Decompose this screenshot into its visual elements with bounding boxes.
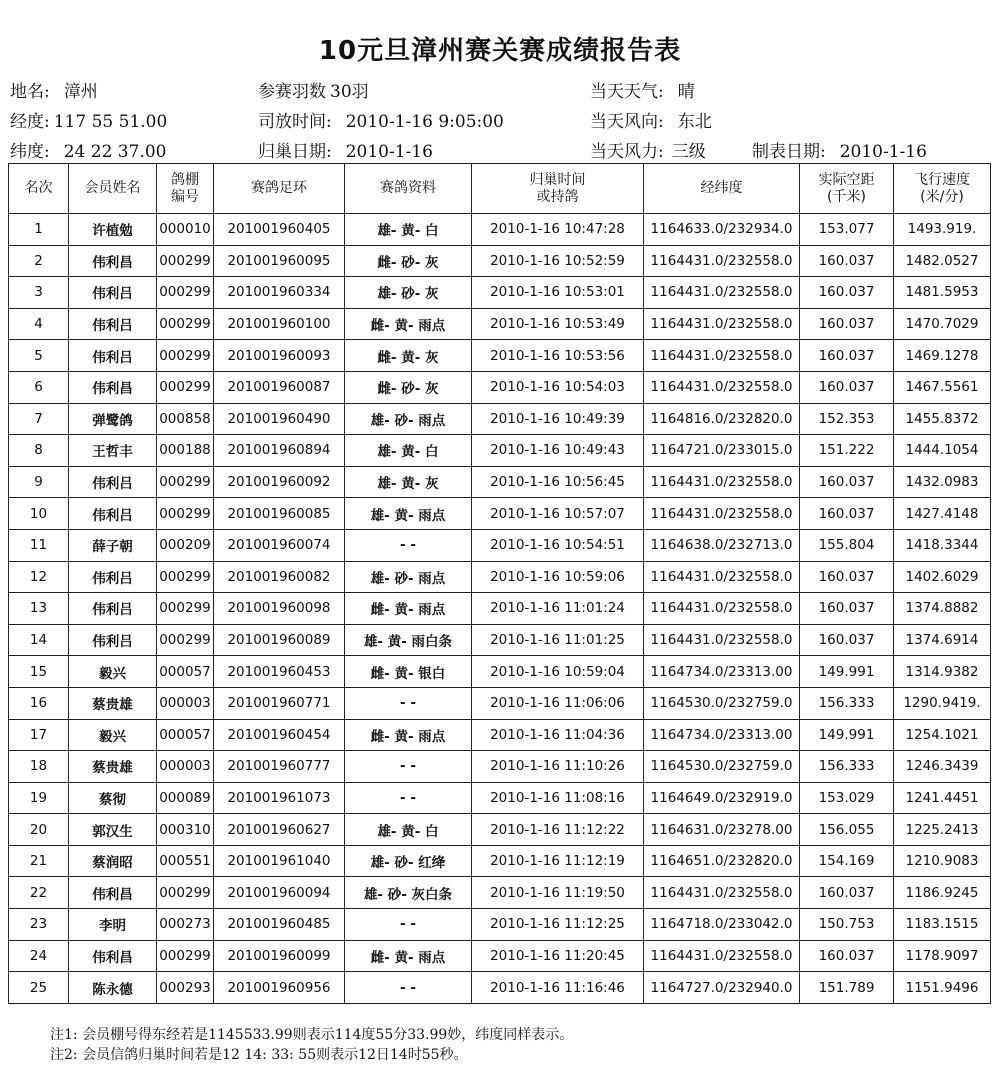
pigeon-info-cell: 雌- 黄- 银白: [345, 656, 472, 688]
table-row: [9, 529, 991, 561]
coordinates-cell: 1164816.0/232820.0: [644, 403, 800, 435]
distance-cell: 160.037: [800, 624, 894, 656]
table-row: [9, 751, 991, 783]
table-row: [9, 245, 991, 277]
loft-number-cell: 000003: [157, 687, 214, 719]
distance-cell: 151.222: [800, 435, 894, 467]
table-row: [9, 877, 991, 909]
info-entries-value: 30羽: [330, 82, 369, 102]
member-name-cell: 伟利吕: [69, 466, 157, 498]
info-wind-direction-label: 当天风向:: [590, 112, 664, 132]
table-row: [9, 845, 991, 877]
loft-number-cell: 000299: [157, 466, 214, 498]
distance-cell: 160.037: [800, 308, 894, 340]
member-name-cell: 伟利吕: [69, 498, 157, 530]
table-row: [9, 561, 991, 593]
member-name-cell: 伟利吕: [69, 340, 157, 372]
ring-number-cell: 201001960095: [214, 245, 345, 277]
ring-number-cell: 201001960454: [214, 719, 345, 751]
coordinates-cell: 1164431.0/232558.0: [644, 340, 800, 372]
pigeon-info-cell: 雌- 黄- 雨点: [345, 940, 472, 972]
member-name-cell: 李明: [69, 909, 157, 941]
rank-cell: 12: [9, 561, 69, 593]
coordinates-cell: 1164431.0/232558.0: [644, 245, 800, 277]
rank-cell: 5: [9, 340, 69, 372]
info-release-time-label: 司放时间:: [258, 112, 332, 132]
table-row: [9, 214, 991, 246]
pigeon-info-cell: 雌- 砂- 灰: [345, 245, 472, 277]
speed-cell: 1178.9097: [894, 940, 991, 972]
rank-cell: 19: [9, 782, 69, 814]
return-time-cell: 2010-1-16 11:20:45: [472, 940, 644, 972]
pigeon-info-cell: 雌- 砂- 灰: [345, 371, 472, 403]
loft-number-cell: 000003: [157, 751, 214, 783]
speed-cell: 1186.9245: [894, 877, 991, 909]
speed-cell: 1482.0527: [894, 245, 991, 277]
table-row: [9, 687, 991, 719]
return-time-cell: 2010-1-16 11:01:24: [472, 593, 644, 625]
distance-cell: 153.029: [800, 782, 894, 814]
info-entries: [258, 77, 369, 102]
distance-cell: 160.037: [800, 340, 894, 372]
loft-number-cell: 000299: [157, 371, 214, 403]
info-place-label: 地名:: [10, 82, 50, 102]
distance-cell: 154.169: [800, 845, 894, 877]
ring-number-cell: 201001960334: [214, 277, 345, 309]
distance-cell: 160.037: [800, 940, 894, 972]
rank-cell: 21: [9, 845, 69, 877]
loft-number-cell: 000057: [157, 656, 214, 688]
column-header-return-time: 归巢时间 或持鸽: [472, 164, 644, 214]
coordinates-cell: 1164734.0/23313.00: [644, 656, 800, 688]
column-header-coordinates: 经纬度: [644, 164, 800, 214]
loft-number-cell: 000299: [157, 877, 214, 909]
member-name-cell: 许植勉: [69, 214, 157, 246]
coordinates-cell: 1164431.0/232558.0: [644, 466, 800, 498]
coordinates-cell: 1164727.0/232940.0: [644, 972, 800, 1004]
loft-number-cell: 000299: [157, 593, 214, 625]
coordinates-cell: 1164718.0/233042.0: [644, 909, 800, 941]
member-name-cell: 毅兴: [69, 656, 157, 688]
rank-cell: 13: [9, 593, 69, 625]
coordinates-cell: 1164431.0/232558.0: [644, 371, 800, 403]
loft-number-cell: 000293: [157, 972, 214, 1004]
ring-number-cell: 201001960074: [214, 529, 345, 561]
footnote-2: 注2: 会员信鸽归巢时间若是12 14: 33: 55则表示12日14时55秒。: [50, 1047, 468, 1063]
info-latitude: [10, 137, 166, 162]
return-time-cell: 2010-1-16 10:54:03: [472, 371, 644, 403]
results-table: [8, 163, 991, 1004]
table-row: [9, 403, 991, 435]
speed-cell: 1254.1021: [894, 719, 991, 751]
return-time-cell: 2010-1-16 11:12:22: [472, 814, 644, 846]
rank-cell: 3: [9, 277, 69, 309]
return-time-cell: 2010-1-16 10:56:45: [472, 466, 644, 498]
rank-cell: 7: [9, 403, 69, 435]
ring-number-cell: 201001960627: [214, 814, 345, 846]
speed-cell: 1467.5561: [894, 371, 991, 403]
distance-cell: 160.037: [800, 277, 894, 309]
table-header-row: [9, 164, 991, 214]
return-time-cell: 2010-1-16 11:16:46: [472, 972, 644, 1004]
info-entries-label: 参赛羽数: [258, 82, 326, 102]
loft-number-cell: 000188: [157, 435, 214, 467]
distance-cell: 153.077: [800, 214, 894, 246]
ring-number-cell: 201001960093: [214, 340, 345, 372]
pigeon-info-cell: - -: [345, 751, 472, 783]
rank-cell: 14: [9, 624, 69, 656]
rank-cell: 15: [9, 656, 69, 688]
ring-number-cell: 201001960082: [214, 561, 345, 593]
distance-cell: 160.037: [800, 877, 894, 909]
column-header-distance: 实际空距 (千米): [800, 164, 894, 214]
ring-number-cell: 201001960099: [214, 940, 345, 972]
ring-number-cell: 201001960094: [214, 877, 345, 909]
table-row: [9, 277, 991, 309]
info-longitude-label: 经度:: [10, 112, 50, 132]
pigeon-info-cell: 雄- 黄- 灰: [345, 466, 472, 498]
distance-cell: 160.037: [800, 466, 894, 498]
table-row: [9, 371, 991, 403]
table-row: [9, 909, 991, 941]
distance-cell: 160.037: [800, 245, 894, 277]
ring-number-cell: 201001960956: [214, 972, 345, 1004]
loft-number-cell: 000057: [157, 719, 214, 751]
return-time-cell: 2010-1-16 11:19:50: [472, 877, 644, 909]
member-name-cell: 伟利昌: [69, 940, 157, 972]
info-table-date-label: 制表日期:: [752, 142, 826, 162]
speed-cell: 1481.5953: [894, 277, 991, 309]
ring-number-cell: 201001960098: [214, 593, 345, 625]
return-time-cell: 2010-1-16 10:49:39: [472, 403, 644, 435]
pigeon-info-cell: 雄- 砂- 红绛: [345, 845, 472, 877]
ring-number-cell: 201001960089: [214, 624, 345, 656]
pigeon-info-cell: 雄- 黄- 雨白条: [345, 624, 472, 656]
speed-cell: 1151.9496: [894, 972, 991, 1004]
info-longitude-value: 117 55 51.00: [53, 112, 168, 132]
info-return-date-label: 归巢日期:: [258, 142, 332, 162]
coordinates-cell: 1164530.0/232759.0: [644, 751, 800, 783]
speed-cell: 1444.1054: [894, 435, 991, 467]
ring-number-cell: 201001960085: [214, 498, 345, 530]
table-row: [9, 498, 991, 530]
ring-number-cell: 201001961073: [214, 782, 345, 814]
coordinates-cell: 1164638.0/232713.0: [644, 529, 800, 561]
coordinates-cell: 1164431.0/232558.0: [644, 277, 800, 309]
coordinates-cell: 1164431.0/232558.0: [644, 498, 800, 530]
pigeon-info-cell: 雄- 黄- 雨点: [345, 498, 472, 530]
column-header-loft: 鸽棚 编号: [157, 164, 214, 214]
distance-cell: 156.333: [800, 751, 894, 783]
coordinates-cell: 1164631.0/23278.00: [644, 814, 800, 846]
info-release-time-value: 2010-1-16 9:05:00: [345, 112, 504, 132]
table-row: [9, 593, 991, 625]
rank-cell: 10: [9, 498, 69, 530]
info-place-value: 漳州: [63, 82, 98, 102]
ring-number-cell: 201001960405: [214, 214, 345, 246]
info-wind-direction: [590, 107, 712, 132]
ring-number-cell: 201001960894: [214, 435, 345, 467]
member-name-cell: 蔡贵雄: [69, 687, 157, 719]
rank-cell: 18: [9, 751, 69, 783]
pigeon-info-cell: - -: [345, 529, 472, 561]
info-wind-force-value: 三级: [671, 142, 706, 162]
speed-cell: 1432.0983: [894, 466, 991, 498]
coordinates-cell: 1164431.0/232558.0: [644, 561, 800, 593]
ring-number-cell: 201001960777: [214, 751, 345, 783]
ring-number-cell: 201001960087: [214, 371, 345, 403]
loft-number-cell: 000299: [157, 308, 214, 340]
coordinates-cell: 1164633.0/232934.0: [644, 214, 800, 246]
rank-cell: 2: [9, 245, 69, 277]
pigeon-info-cell: 雌- 黄- 雨点: [345, 719, 472, 751]
table-row: [9, 435, 991, 467]
member-name-cell: 伟利吕: [69, 561, 157, 593]
pigeon-info-cell: 雌- 黄- 雨点: [345, 308, 472, 340]
loft-number-cell: 000310: [157, 814, 214, 846]
member-name-cell: 伟利昌: [69, 245, 157, 277]
loft-number-cell: 000299: [157, 340, 214, 372]
member-name-cell: 蔡彻: [69, 782, 157, 814]
ring-number-cell: 201001961040: [214, 845, 345, 877]
loft-number-cell: 000551: [157, 845, 214, 877]
speed-cell: 1418.3344: [894, 529, 991, 561]
footnotes: [50, 1025, 573, 1065]
ring-number-cell: 201001960490: [214, 403, 345, 435]
coordinates-cell: 1164649.0/232919.0: [644, 782, 800, 814]
member-name-cell: 伟利吕: [69, 277, 157, 309]
pigeon-info-cell: 雌- 黄- 灰: [345, 340, 472, 372]
return-time-cell: 2010-1-16 10:52:59: [472, 245, 644, 277]
rank-cell: 24: [9, 940, 69, 972]
return-time-cell: 2010-1-16 11:12:19: [472, 845, 644, 877]
pigeon-info-cell: - -: [345, 782, 472, 814]
member-name-cell: 伟利吕: [69, 624, 157, 656]
speed-cell: 1374.8882: [894, 593, 991, 625]
coordinates-cell: 1164431.0/232558.0: [644, 940, 800, 972]
info-latitude-label: 纬度:: [10, 142, 50, 162]
speed-cell: 1469.1278: [894, 340, 991, 372]
return-time-cell: 2010-1-16 10:49:43: [472, 435, 644, 467]
return-time-cell: 2010-1-16 10:53:01: [472, 277, 644, 309]
return-time-cell: 2010-1-16 10:53:56: [472, 340, 644, 372]
pigeon-info-cell: 雄- 黄- 白: [345, 435, 472, 467]
pigeon-info-cell: 雄- 黄- 白: [345, 214, 472, 246]
member-name-cell: 王哲丰: [69, 435, 157, 467]
coordinates-cell: 1164431.0/232558.0: [644, 593, 800, 625]
loft-number-cell: 000089: [157, 782, 214, 814]
member-name-cell: 蔡润昭: [69, 845, 157, 877]
pigeon-info-cell: - -: [345, 909, 472, 941]
return-time-cell: 2010-1-16 10:54:51: [472, 529, 644, 561]
speed-cell: 1210.9083: [894, 845, 991, 877]
return-time-cell: 2010-1-16 10:53:49: [472, 308, 644, 340]
distance-cell: 160.037: [800, 593, 894, 625]
ring-number-cell: 201001960771: [214, 687, 345, 719]
pigeon-info-cell: - -: [345, 972, 472, 1004]
coordinates-cell: 1164431.0/232558.0: [644, 624, 800, 656]
column-header-rank: 名次: [9, 164, 69, 214]
return-time-cell: 2010-1-16 11:01:25: [472, 624, 644, 656]
info-table-date: [752, 137, 927, 162]
info-weather-label: 当天天气:: [590, 82, 664, 102]
member-name-cell: 薛子朝: [69, 529, 157, 561]
ring-number-cell: 201001960453: [214, 656, 345, 688]
distance-cell: 151.789: [800, 972, 894, 1004]
footnote-1: 注1: 会员棚号得东经若是1145533.99则表示114度55分33.99妙，纬度同样表示。: [50, 1027, 574, 1043]
pigeon-info-cell: 雄- 砂- 雨点: [345, 561, 472, 593]
info-wind-force-label: 当天风力:: [590, 142, 664, 162]
return-time-cell: 2010-1-16 11:12:25: [472, 909, 644, 941]
info-table-date-value: 2010-1-16: [839, 142, 927, 162]
results-body: [9, 214, 991, 1004]
table-row: [9, 782, 991, 814]
rank-cell: 17: [9, 719, 69, 751]
pigeon-info-cell: 雄- 砂- 雨点: [345, 403, 472, 435]
pigeon-info-cell: - -: [345, 687, 472, 719]
pigeon-info-cell: 雄- 黄- 白: [345, 814, 472, 846]
table-row: [9, 940, 991, 972]
speed-cell: 1183.1515: [894, 909, 991, 941]
speed-cell: 1402.6029: [894, 561, 991, 593]
table-row: [9, 814, 991, 846]
coordinates-cell: 1164431.0/232558.0: [644, 877, 800, 909]
speed-cell: 1470.7029: [894, 308, 991, 340]
return-time-cell: 2010-1-16 11:04:36: [472, 719, 644, 751]
distance-cell: 160.037: [800, 371, 894, 403]
coordinates-cell: 1164734.0/23313.00: [644, 719, 800, 751]
distance-cell: 152.353: [800, 403, 894, 435]
rank-cell: 9: [9, 466, 69, 498]
return-time-cell: 2010-1-16 11:08:16: [472, 782, 644, 814]
ring-number-cell: 201001960485: [214, 909, 345, 941]
return-time-cell: 2010-1-16 10:47:28: [472, 214, 644, 246]
coordinates-cell: 1164530.0/232759.0: [644, 687, 800, 719]
info-place: [10, 77, 98, 102]
rank-cell: 8: [9, 435, 69, 467]
return-time-cell: 2010-1-16 10:57:07: [472, 498, 644, 530]
column-header-pigeon-info: 赛鸽资料: [345, 164, 472, 214]
member-name-cell: 陈永德: [69, 972, 157, 1004]
column-header-member: 会员姓名: [69, 164, 157, 214]
speed-cell: 1374.6914: [894, 624, 991, 656]
rank-cell: 6: [9, 371, 69, 403]
speed-cell: 1241.4451: [894, 782, 991, 814]
report-title: 10元旦漳州赛关赛成绩报告表: [318, 36, 682, 66]
table-row: [9, 656, 991, 688]
table-row: [9, 972, 991, 1004]
speed-cell: 1455.8372: [894, 403, 991, 435]
distance-cell: 156.333: [800, 687, 894, 719]
member-name-cell: 弹鹭鸽: [69, 403, 157, 435]
return-time-cell: 2010-1-16 10:59:06: [472, 561, 644, 593]
member-name-cell: 伟利吕: [69, 308, 157, 340]
loft-number-cell: 000299: [157, 498, 214, 530]
distance-cell: 150.753: [800, 909, 894, 941]
rank-cell: 4: [9, 308, 69, 340]
pigeon-info-cell: 雄- 砂- 灰白条: [345, 877, 472, 909]
rank-cell: 16: [9, 687, 69, 719]
info-wind-force: [590, 137, 706, 162]
info-return-date: [258, 137, 433, 162]
return-time-cell: 2010-1-16 10:59:04: [472, 656, 644, 688]
loft-number-cell: 000858: [157, 403, 214, 435]
member-name-cell: 毅兴: [69, 719, 157, 751]
distance-cell: 156.055: [800, 814, 894, 846]
distance-cell: 160.037: [800, 498, 894, 530]
speed-cell: 1493.919.: [894, 214, 991, 246]
distance-cell: 149.991: [800, 656, 894, 688]
table-row: [9, 308, 991, 340]
rank-cell: 22: [9, 877, 69, 909]
return-time-cell: 2010-1-16 11:06:06: [472, 687, 644, 719]
member-name-cell: 蔡贵雄: [69, 751, 157, 783]
rank-cell: 11: [9, 529, 69, 561]
rank-cell: 20: [9, 814, 69, 846]
info-return-date-value: 2010-1-16: [345, 142, 433, 162]
speed-cell: 1314.9382: [894, 656, 991, 688]
member-name-cell: 伟利吕: [69, 593, 157, 625]
member-name-cell: 郭汉生: [69, 814, 157, 846]
loft-number-cell: 000010: [157, 214, 214, 246]
coordinates-cell: 1164431.0/232558.0: [644, 308, 800, 340]
distance-cell: 155.804: [800, 529, 894, 561]
return-time-cell: 2010-1-16 11:10:26: [472, 751, 644, 783]
loft-number-cell: 000273: [157, 909, 214, 941]
column-header-speed: 飞行速度 (米/分): [894, 164, 991, 214]
table-row: [9, 624, 991, 656]
table-row: [9, 719, 991, 751]
loft-number-cell: 000299: [157, 624, 214, 656]
member-name-cell: 伟利昌: [69, 877, 157, 909]
speed-cell: 1246.3439: [894, 751, 991, 783]
info-weather: [590, 77, 695, 102]
ring-number-cell: 201001960092: [214, 466, 345, 498]
ring-number-cell: 201001960100: [214, 308, 345, 340]
table-row: [9, 340, 991, 372]
pigeon-info-cell: 雌- 黄- 雨点: [345, 593, 472, 625]
info-latitude-value: 24 22 37.00: [63, 142, 167, 162]
speed-cell: 1427.4148: [894, 498, 991, 530]
rank-cell: 25: [9, 972, 69, 1004]
rank-cell: 23: [9, 909, 69, 941]
info-longitude: [10, 107, 167, 132]
speed-cell: 1290.9419.: [894, 687, 991, 719]
pigeon-info-cell: 雄- 砂- 灰: [345, 277, 472, 309]
loft-number-cell: 000299: [157, 245, 214, 277]
distance-cell: 160.037: [800, 561, 894, 593]
info-weather-value: 晴: [677, 82, 695, 102]
info-wind-direction-value: 东北: [677, 112, 712, 132]
member-name-cell: 伟利昌: [69, 371, 157, 403]
table-row: [9, 466, 991, 498]
rank-cell: 1: [9, 214, 69, 246]
loft-number-cell: 000299: [157, 561, 214, 593]
speed-cell: 1225.2413: [894, 814, 991, 846]
loft-number-cell: 000299: [157, 940, 214, 972]
distance-cell: 149.991: [800, 719, 894, 751]
coordinates-cell: 1164651.0/232820.0: [644, 845, 800, 877]
info-release-time: [258, 107, 504, 132]
loft-number-cell: 000299: [157, 277, 214, 309]
loft-number-cell: 000209: [157, 529, 214, 561]
coordinates-cell: 1164721.0/233015.0: [644, 435, 800, 467]
column-header-ring: 赛鸽足环: [214, 164, 345, 214]
